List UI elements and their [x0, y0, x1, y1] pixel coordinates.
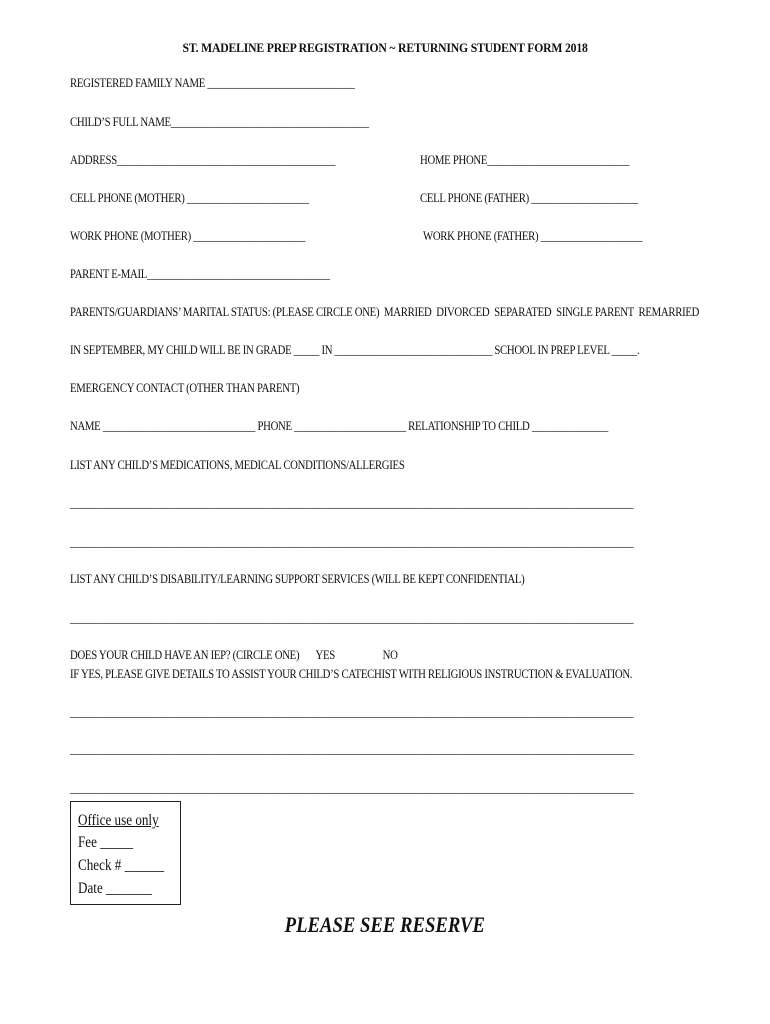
grade-school-level-field[interactable]: IN SEPTEMBER, MY CHILD WILL BE IN GRADE _____ IN _______________________________ SCHOOL IN PREP LEVEL _____.	[70, 343, 640, 357]
cell-phone-mother-field[interactable]: CELL PHONE (MOTHER) ________________________	[70, 191, 309, 205]
iep-details-label: IF YES, PLEASE GIVE DETAILS TO ASSIST YOUR CHILD’S CATECHIST WITH RELIGIOUS INSTRUCTION & EVALUATION.	[70, 667, 633, 681]
parent-email-field[interactable]: PARENT E-MAIL____________________________________	[70, 267, 330, 281]
work-phone-mother-field[interactable]: WORK PHONE (MOTHER) ______________________	[70, 229, 305, 243]
marital-status-question[interactable]: PARENTS/GUARDIANS’ MARITAL STATUS: (PLEASE CIRCLE ONE) MARRIED DIVORCED SEPARATED SINGLE PARENT REMARRIED	[70, 305, 700, 319]
please-see-reserve-note: PLEASE SEE RESERVE	[284, 912, 486, 937]
address-field[interactable]: ADDRESS___________________________________________	[70, 153, 336, 167]
cell-phone-father-field[interactable]: CELL PHONE (FATHER) _____________________	[420, 191, 638, 205]
home-phone-field[interactable]: HOME PHONE____________________________	[420, 153, 630, 167]
work-phone-father-field[interactable]: WORK PHONE (FATHER) ____________________	[423, 229, 643, 243]
office-check-field[interactable]: Check # ______	[78, 857, 164, 874]
emergency-contact-fields[interactable]: NAME ______________________________ PHONE ______________________ RELATIONSHIP TO CHILD _______________	[70, 419, 608, 433]
disability-label: LIST ANY CHILD’S DISABILITY/LEARNING SUPPORT SERVICES (WILL BE KEPT CONFIDENTIAL)	[70, 572, 525, 586]
disability-blank-line[interactable]: _______________________________________________________________________________________________________________	[70, 611, 634, 625]
office-date-field[interactable]: Date _______	[78, 880, 152, 897]
iep-question[interactable]: DOES YOUR CHILD HAVE AN IEP? (CIRCLE ONE) YES NO	[70, 648, 398, 662]
iep-blank-line-1[interactable]: _______________________________________________________________________________________________________________	[70, 705, 634, 719]
childs-full-name-field[interactable]: CHILD’S FULL NAME_______________________________________	[70, 115, 369, 129]
iep-blank-line-2[interactable]: _______________________________________________________________________________________________________________	[70, 742, 634, 756]
medications-label: LIST ANY CHILD’S MEDICATIONS, MEDICAL CONDITIONS/ALLERGIES	[70, 458, 405, 472]
iep-blank-line-3[interactable]: _______________________________________________________________________________________________________________	[70, 781, 634, 795]
form-title: ST. MADELINE PREP REGISTRATION ~ RETURNING STUDENT FORM 2018	[182, 40, 588, 55]
registered-family-name-field[interactable]: REGISTERED FAMILY NAME _____________________________	[70, 76, 355, 90]
emergency-contact-label: EMERGENCY CONTACT (OTHER THAN PARENT)	[70, 381, 300, 395]
medications-blank-line-2[interactable]: _______________________________________________________________________________________________________________	[70, 535, 634, 549]
medications-blank-line-1[interactable]: _______________________________________________________________________________________________________________	[70, 496, 634, 510]
office-use-box	[70, 801, 181, 905]
office-use-header: Office use only	[78, 812, 159, 829]
office-fee-field[interactable]: Fee _____	[78, 834, 134, 851]
